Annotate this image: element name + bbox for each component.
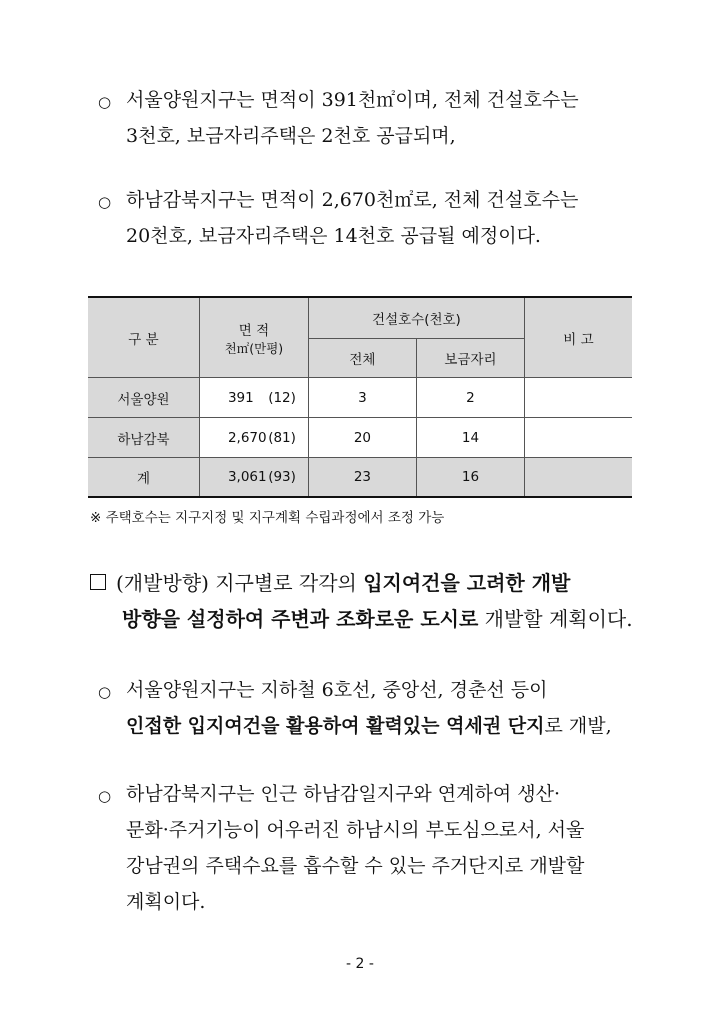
line-text-bold: 입지여건을 고려한 개발 — [363, 571, 571, 595]
table-footnote: ※ 주택호수는 지구지정 및 지구계획 수립과정에서 조정 가능 — [90, 510, 445, 526]
area-value: 2,670 — [227, 429, 267, 446]
paragraph-line — [126, 708, 612, 744]
bullet-circle: ○ — [98, 93, 112, 111]
paragraph-gambuk-area — [0, 182, 720, 254]
line-text: 개발할 계획이다. — [478, 607, 633, 631]
area-pyeong: (93) — [268, 469, 296, 485]
line-text-bold: 방향을 설정하여 주변과 조화로운 도시로 — [122, 607, 479, 631]
header-bogeumjari: 보금자리 — [416, 339, 524, 378]
header-area-unit: 천㎡(만평) — [224, 340, 284, 356]
row-bogeumjari: 16 — [416, 458, 524, 498]
header-area — [199, 297, 308, 378]
row-name: 서울양원 — [88, 378, 199, 418]
paragraph-line: 3천호, 보금자리주택은 2천호 공급되며, — [126, 125, 456, 147]
row-remarks — [524, 418, 632, 458]
line-text: 로 개발, — [544, 715, 612, 737]
row-remarks — [524, 378, 632, 418]
paragraph-yangwon-area — [0, 82, 720, 154]
header-total: 전체 — [308, 339, 416, 378]
row-bogeumjari: 2 — [416, 378, 524, 418]
checkbox-square-icon — [90, 574, 106, 590]
table-row-total — [88, 458, 632, 498]
paragraph-line: 강남권의 주택수요를 흡수할 수 있는 주거단지로 개발할 — [126, 855, 585, 877]
area-pyeong: (12) — [268, 389, 296, 406]
header-category: 구 분 — [88, 297, 199, 378]
row-area — [199, 458, 308, 498]
row-total: 23 — [308, 458, 416, 498]
row-area — [199, 418, 308, 458]
line-text: (개발방향) 지구별로 각각의 — [116, 571, 364, 595]
paragraph-line: 하남감북지구는 인근 하남감일지구와 연계하여 생산· — [126, 783, 560, 805]
paragraph-yangwon-direction — [0, 672, 720, 744]
row-name: 계 — [88, 458, 199, 498]
paragraph-line: 계획이다. — [126, 891, 206, 913]
row-total: 20 — [308, 418, 416, 458]
paragraph-line: 서울양원지구는 지하철 6호선, 중앙선, 경춘선 등이 — [126, 679, 548, 701]
paragraph-line: 20천호, 보금자리주택은 14천호 공급될 예정이다. — [126, 225, 541, 247]
header-area-title: 면 적 — [238, 322, 270, 339]
paragraph-line — [122, 601, 633, 637]
header-construction: 건설호수(천호) — [308, 297, 524, 339]
bullet-circle: ○ — [98, 193, 112, 211]
row-name: 하남감북 — [88, 418, 199, 458]
table-row — [88, 418, 632, 458]
paragraph-line: 문화·주거기능이 어우러진 하남시의 부도심으로서, 서울 — [126, 819, 585, 841]
area-value: 3,061 — [227, 469, 267, 485]
paragraph-line: 하남감북지구는 면적이 2,670천㎡로, 전체 건설호수는 — [126, 189, 579, 211]
area-value: 391 — [227, 389, 254, 406]
page-number: - 2 - — [346, 956, 374, 972]
paragraph-line — [116, 565, 570, 601]
line-text-bold: 인접한 입지여건을 활용하여 활력있는 역세권 단지 — [126, 715, 545, 737]
area-pyeong: (81) — [268, 429, 296, 446]
bullet-circle: ○ — [98, 683, 112, 701]
row-area — [199, 378, 308, 418]
header-remarks: 비 고 — [524, 297, 632, 378]
bullet-circle: ○ — [98, 787, 112, 805]
district-summary-table — [88, 296, 632, 498]
table-row — [88, 378, 632, 418]
row-total: 3 — [308, 378, 416, 418]
paragraph-development-direction — [0, 565, 720, 637]
row-bogeumjari: 14 — [416, 418, 524, 458]
row-remarks — [524, 458, 632, 498]
paragraph-line: 서울양원지구는 면적이 391천㎡이며, 전체 건설호수는 — [126, 89, 579, 111]
paragraph-gambuk-direction — [0, 776, 720, 920]
